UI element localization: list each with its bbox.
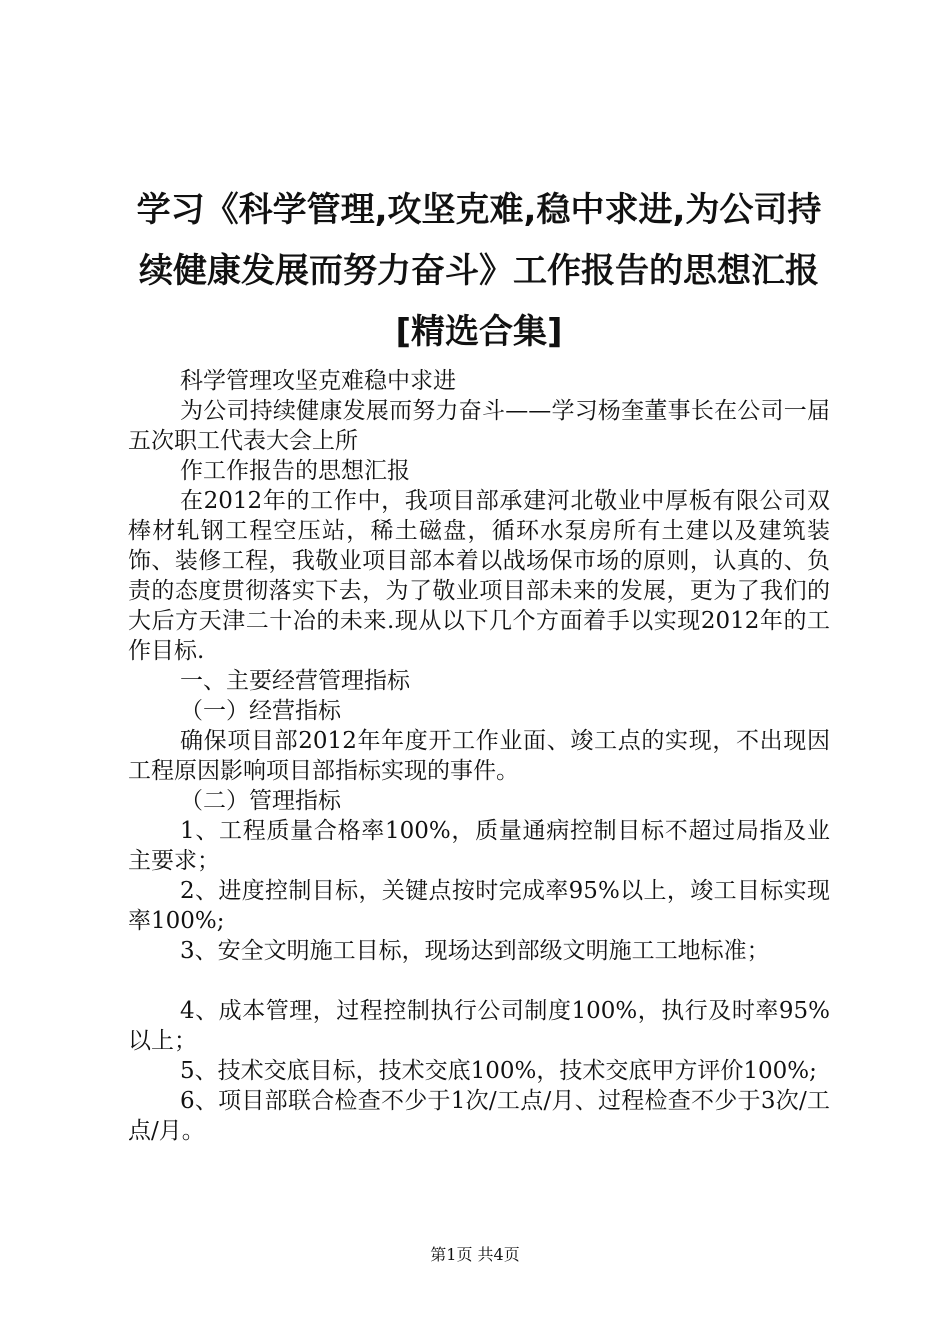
paragraph: 为公司持续健康发展而努力奋斗——学习杨奎董事长在公司一届五次职工代表大会上所 <box>128 398 830 454</box>
paragraph: 6、项目部联合检查不少于1次/工点/月、过程检查不少于3次/工点/月。 <box>128 1088 830 1144</box>
document-body <box>128 366 830 1146</box>
paragraph: （二）管理指标 <box>180 788 341 814</box>
paragraph: 1、工程质量合格率100%，质量通病控制目标不超过局指及业主要求； <box>128 818 830 874</box>
paragraph: 4、成本管理，过程控制执行公司制度100%，执行及时率95%以上； <box>128 998 830 1054</box>
paragraph: 作工作报告的思想汇报 <box>180 458 410 484</box>
paragraph: 3、安全文明施工目标，现场达到部级文明施工工地标准； <box>180 938 770 964</box>
document-page <box>128 180 830 1146</box>
paragraph: 在2012年的工作中，我项目部承建河北敬业中厚板有限公司双棒材轧钢工程空压站，稀土磁盘，循环水泵房所有土建以及建筑装饰、装修工程，我敬业项目部本着以战场保市场的原则，认真的、负责的态度贯彻落实下去，为了敬业项目部未来的发展，更为了我们的大后方天津二十冶的未来.现从以下几个方面着手以实现2012年的工作目标. <box>128 488 830 664</box>
paragraph: 2、进度控制目标，关键点按时完成率95%以上，竣工目标实现率100%; <box>128 878 830 934</box>
paragraph: 科学管理攻坚克难稳中求进 <box>180 368 456 394</box>
paragraph: （一）经营指标 <box>180 698 341 724</box>
paragraph: 一、主要经营管理指标 <box>180 668 410 694</box>
page-number-footer: 第1页 共4页 <box>430 1245 520 1264</box>
paragraph: 确保项目部2012年年度开工作业面、竣工点的实现，不出现因工程原因影响项目部指标实现的事件。 <box>128 728 830 784</box>
paragraph: 5、技术交底目标，技术交底100%，技术交底甲方评价100%; <box>180 1058 817 1084</box>
document-title: 学习《科学管理,攻坚克难,稳中求进,为公司持续健康发展而努力奋斗》工作报告的思想汇报[精选合集] <box>136 190 822 352</box>
